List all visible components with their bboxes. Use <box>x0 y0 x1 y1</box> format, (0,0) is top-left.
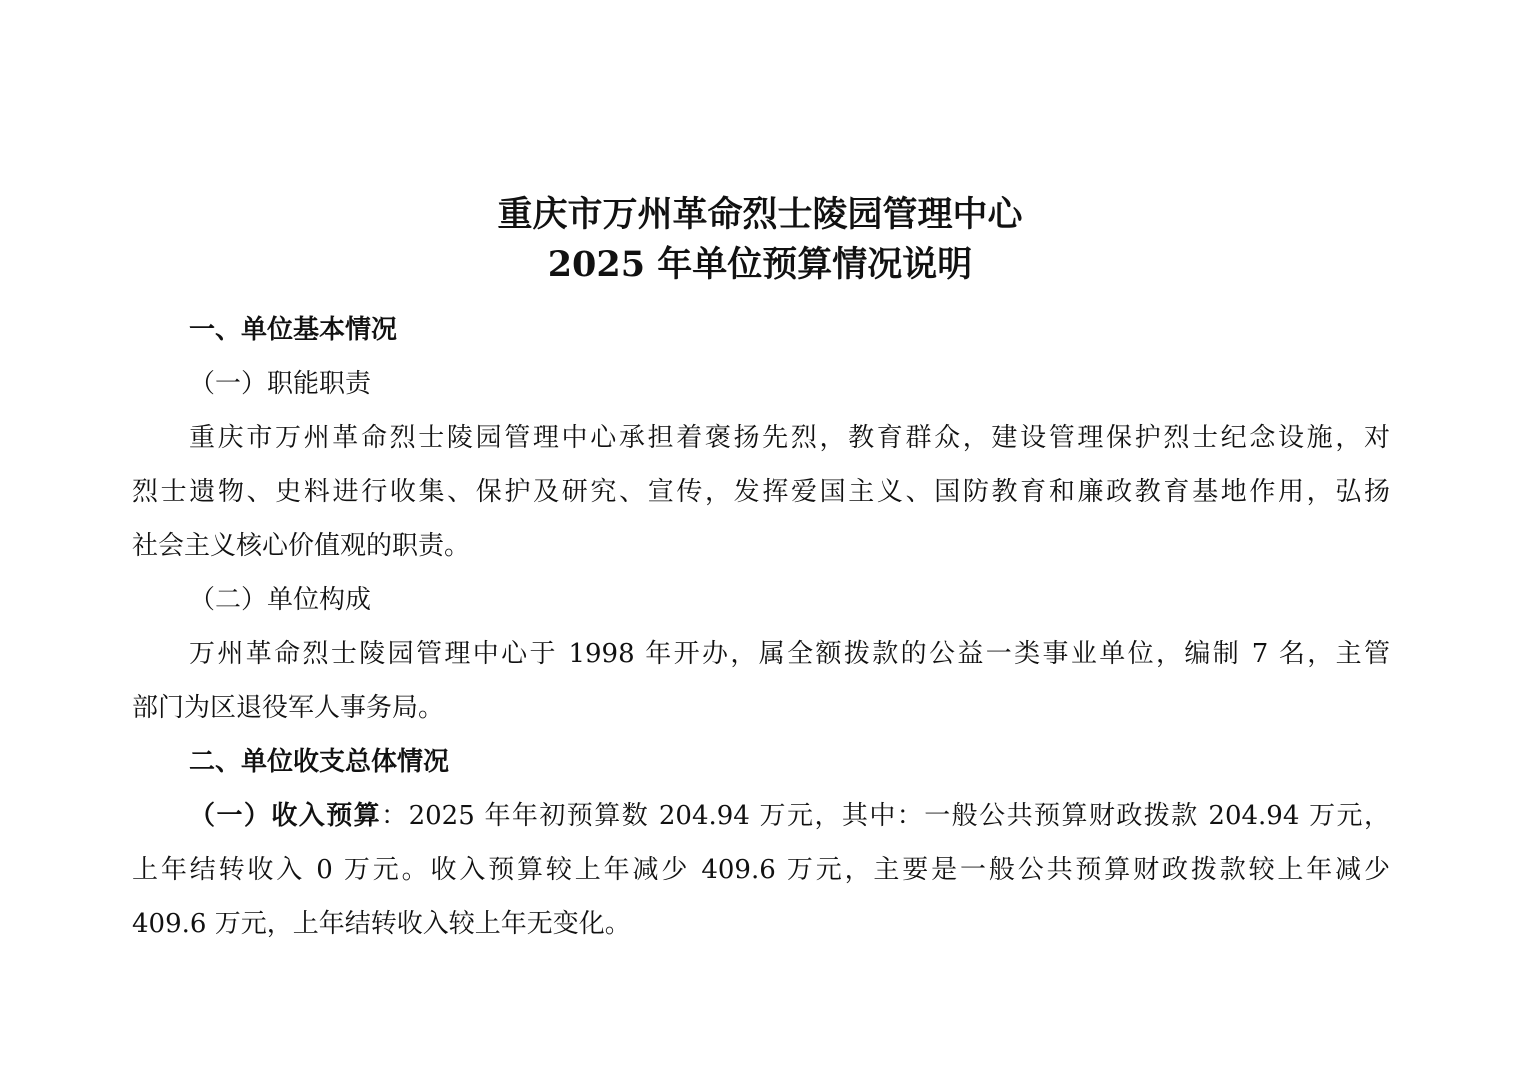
paragraph-functions-line-1: 重庆市万州革命烈士陵园管理中心承担着褒扬先烈，教育群众，建设管理保护烈士纪念设施，对 <box>189 423 1390 453</box>
paragraph-income-line-1 <box>132 789 1390 843</box>
paragraph-income-line-2: 上年结转收入 0 万元。收入预算较上年减少 409.6 万元，主要是一般公共预算财政拨款较上年减少 <box>132 855 1390 885</box>
paragraph-composition-line-2: 部门为区退役军人事务局。 <box>132 693 445 723</box>
paragraph-income-line-3: 409.6 万元，上年结转收入较上年无变化。 <box>132 909 631 939</box>
section-heading-basic-info: 一、单位基本情况 <box>189 315 398 345</box>
subheading-functions: （一）职能职责 <box>189 369 372 399</box>
subheading-composition: （二）单位构成 <box>189 585 372 615</box>
title-line-1: 重庆市万州革命烈士陵园管理中心 <box>497 194 1023 235</box>
section-heading-overall: 二、单位收支总体情况 <box>189 747 450 777</box>
paragraph-functions-line-3: 社会主义核心价值观的职责。 <box>132 531 471 561</box>
paragraph-composition-line-1: 万州革命烈士陵园管理中心于 1998 年开办，属全额拨款的公益一类事业单位，编制 7 名，主管 <box>189 639 1390 669</box>
income-budget-text: ：2025 年年初预算数 204.94 万元，其中：一般公共预算财政拨款 204.94 万元， <box>381 801 1390 831</box>
income-budget-label: （一）收入预算 <box>189 801 382 831</box>
title-line-2: 2025 年单位预算情况说明 <box>547 244 973 285</box>
document-body <box>132 303 1390 951</box>
document-title <box>0 190 1520 290</box>
paragraph-functions-line-2: 烈士遗物、史料进行收集、保护及研究、宣传，发挥爱国主义、国防教育和廉政教育基地作用，弘扬 <box>132 477 1390 507</box>
